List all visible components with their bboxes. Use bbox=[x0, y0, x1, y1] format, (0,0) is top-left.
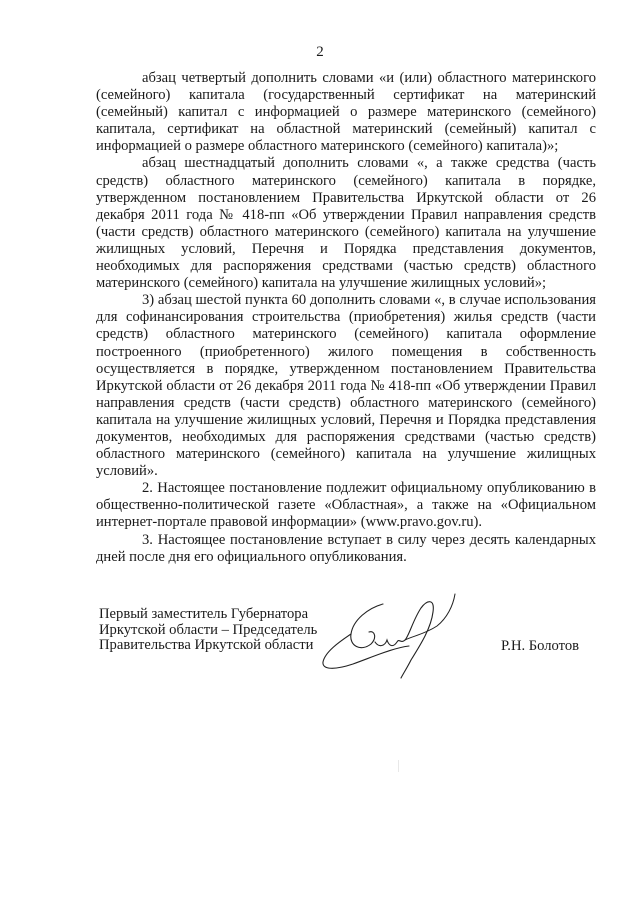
paragraph-abzac-shestnadcatyi: абзац шестнадцатый дополнить словами «, а также средства (часть средств) областного материнского (семейного) капитала в порядке, утвержденном постановлением Правительства Иркутской области от 26 декабря 2011 года № 418-пп «Об утверждении Правил направления средств (части средств) областного материнского (семейного) капитала на улучшение жилищных условий, Перечня и Порядка представления документов, необходимых для распоряжения средствами (частью средств) областного материнского (семейного) капитала на улучшение жилищных условий»; bbox=[96, 155, 596, 292]
scan-artifact bbox=[398, 760, 399, 772]
signer-title-line: Правительства Иркутской области bbox=[99, 637, 314, 653]
signer-name: Р.Н. Болотов bbox=[501, 638, 580, 654]
signer-title-line: Первый заместитель Губернатора bbox=[99, 606, 309, 622]
signer-title-line: Иркутской области – Председатель bbox=[99, 621, 318, 638]
paragraph-abzac-chetvertyi: абзац четвертый дополнить словами «и (или) областного материнского (семейного) капитала (государственный сертификат на материнский (семейный) капитал с информацией о размере материнского (семейного) капитала, сертификат на областной материнский (семейный) капитал с информацией о размере областного материнского (семейного) капитала)»; bbox=[96, 70, 596, 155]
paragraph-publication: 2. Настоящее постановление подлежит официальному опубликованию в общественно-политической газете «Областная», а также на «Официальном интернет-портале правовой информации» (www.pravo.gov.ru). bbox=[96, 480, 596, 531]
paragraph-item-3: 3) абзац шестой пункта 60 дополнить словами «, в случае использования для софинансирования строительства (приобретения) жилья средств (части средств) областного материнского (семейного) капитала оформление построенного (приобретенного) жилого помещения в собственность осуществляется в порядке, утвержденном постановлением Правительства Иркутской области от 26 декабря 2011 года № 418-пп «Об утверждении Правил направления средств (части средств) областного материнского (семейного) капитала на улучшение жилищных условий, Перечня и Порядка представления документов, необходимых для распоряжения средствами (частью средств) областного материнского (семейного) капитала на улучшение жилищных условий». bbox=[96, 292, 596, 480]
signature-block bbox=[99, 607, 599, 687]
paragraph-effective-date: 3. Настоящее постановление вступает в силу через десять календарных дней после дня его официального опубликования. bbox=[96, 531, 596, 565]
document-body bbox=[96, 70, 596, 566]
page-number: 2 bbox=[316, 44, 324, 60]
handwritten-signature bbox=[313, 590, 463, 680]
signer-title bbox=[99, 607, 317, 654]
